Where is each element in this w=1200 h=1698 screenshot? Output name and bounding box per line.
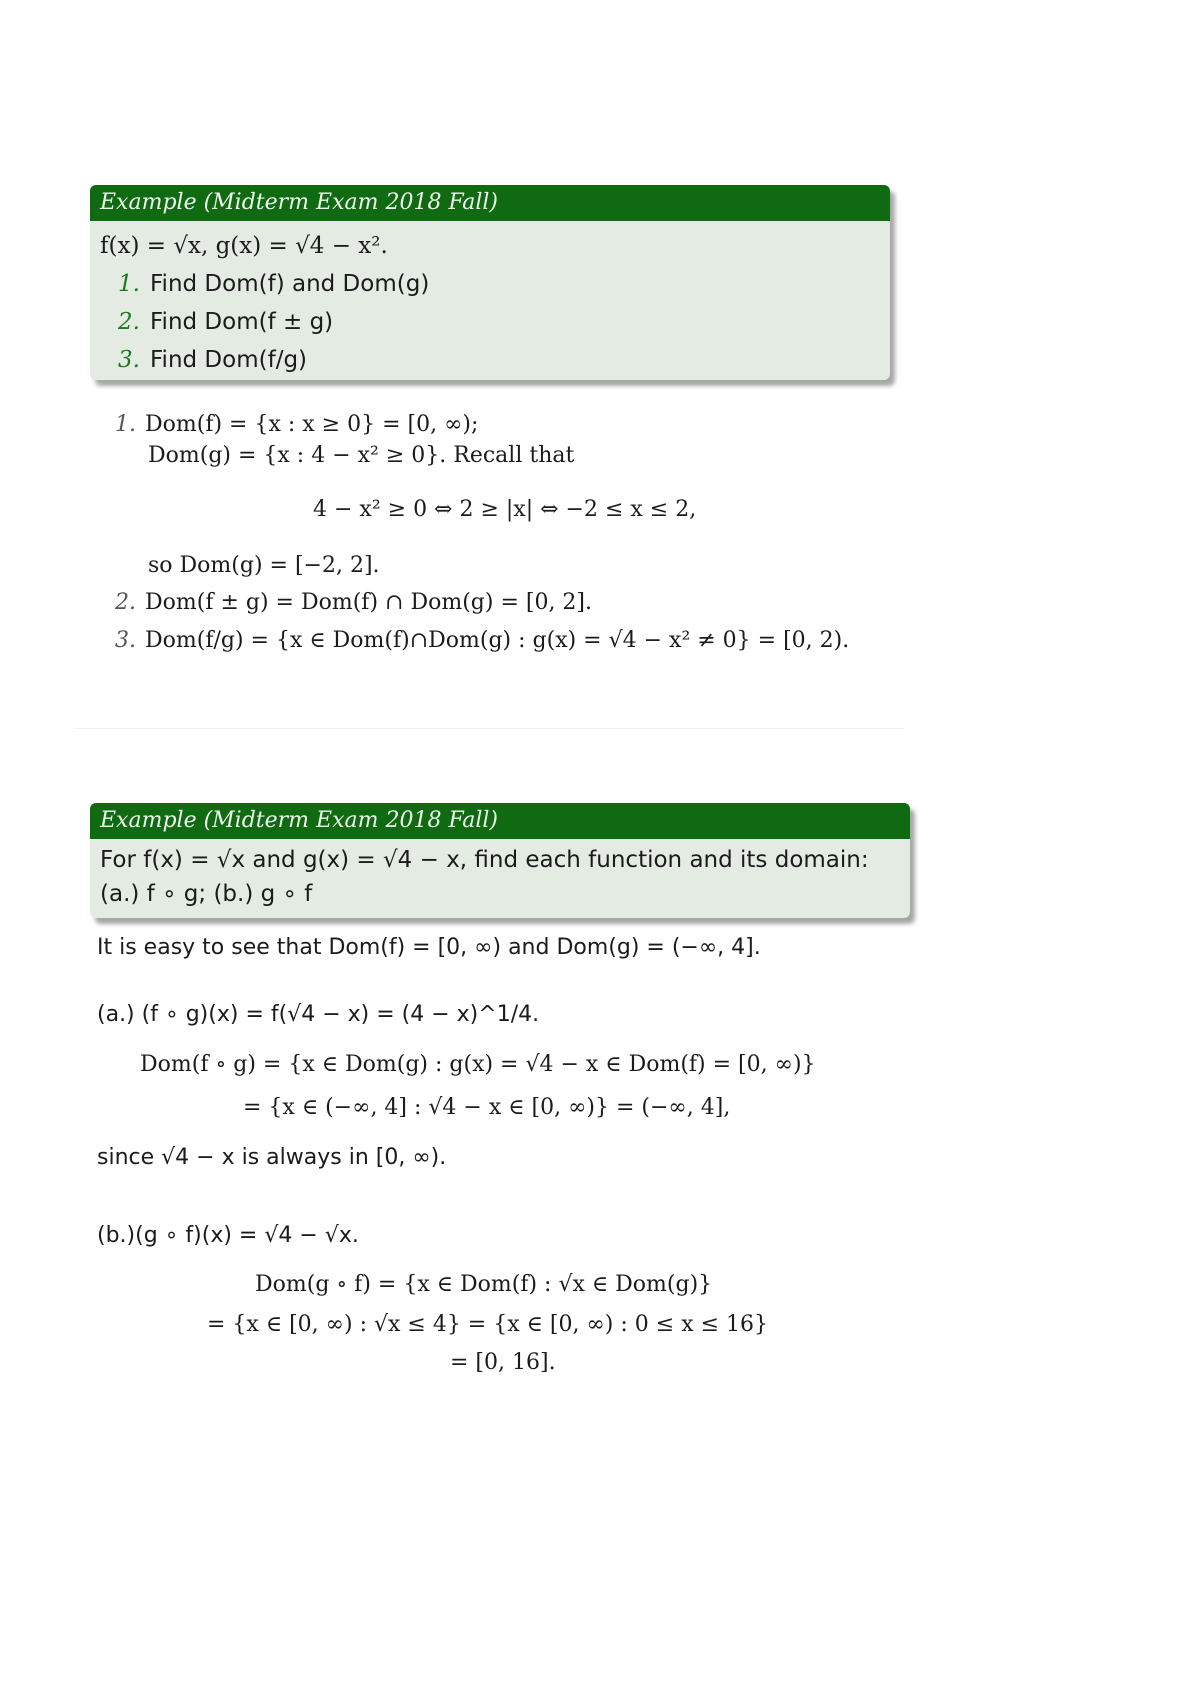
example-box-1 — [90, 185, 890, 380]
solution-2-line — [115, 590, 592, 615]
solution-number-2: 2. — [115, 590, 136, 615]
example-box-1-body — [90, 221, 890, 385]
task-text-2: Find Dom(f ± g) — [150, 309, 334, 335]
part-a-since: since √4 − x is always in [0, ∞). — [97, 1145, 447, 1170]
part-b-domain-2: = {x ∈ [0, ∞) : √x ≤ 4} = {x ∈ [0, ∞) : 0 ≤ x ≤ 16} — [207, 1312, 769, 1337]
solution-1-line-2: Dom(g) = {x : 4 − x² ≥ 0}. Recall that — [148, 443, 575, 468]
slide-divider — [75, 728, 905, 729]
task-number-3: 3. — [118, 347, 140, 373]
prompt-line-1: For f(x) = √x and g(x) = √4 − x, find each function and its domain: — [100, 847, 869, 873]
example-box-1-title: Example (Midterm Exam 2018 Fall) — [90, 185, 890, 221]
part-a-line: (a.) (f ∘ g)(x) = f(√4 − x) = (4 − x)^1/4. — [97, 1002, 540, 1027]
task-item-1 — [100, 265, 880, 303]
task-item-2 — [100, 303, 880, 341]
solution-1-line-1 — [115, 412, 478, 437]
example-box-2-body — [90, 839, 910, 917]
task-number-2: 2. — [118, 309, 140, 335]
part-a-domain-1: Dom(f ∘ g) = {x ∈ Dom(g) : g(x) = √4 − x ∈ Dom(f) = [0, ∞)} — [140, 1052, 816, 1077]
prompt-line-2: (a.) f ∘ g; (b.) g ∘ f — [100, 881, 313, 907]
solution-1-text-1: Dom(f) = {x : x ≥ 0} = [0, ∞); — [145, 412, 479, 437]
example-box-2-title: Example (Midterm Exam 2018 Fall) — [90, 803, 910, 839]
part-b-domain-1: Dom(g ∘ f) = {x ∈ Dom(f) : √x ∈ Dom(g)} — [255, 1272, 713, 1297]
task-text-3: Find Dom(f/g) — [150, 347, 308, 373]
solution-3-line — [115, 628, 849, 653]
part-b-line: (b.)(g ∘ f)(x) = √4 − √x. — [97, 1223, 359, 1248]
task-number-1: 1. — [118, 271, 140, 297]
given-functions: f(x) = √x, g(x) = √4 − x². — [100, 233, 388, 259]
task-text-1: Find Dom(f) and Dom(g) — [150, 271, 430, 297]
solution-number-1: 1. — [115, 412, 136, 437]
solution-3-text: Dom(f/g) = {x ∈ Dom(f)∩Dom(g) : g(x) = √4 − x² ≠ 0} = [0, 2). — [145, 628, 850, 653]
part-b-domain-3: = [0, 16]. — [450, 1350, 556, 1375]
solution-1-display: 4 − x² ≥ 0 ⇔ 2 ≥ |x| ⇔ −2 ≤ x ≤ 2, — [313, 497, 697, 522]
solution-number-3: 3. — [115, 628, 136, 653]
task-item-3 — [100, 341, 880, 379]
example-box-2 — [90, 803, 910, 918]
part-a-domain-2: = {x ∈ (−∞, 4] : √4 − x ∈ [0, ∞)} = (−∞, 4], — [243, 1095, 731, 1120]
solution-2-text: Dom(f ± g) = Dom(f) ∩ Dom(g) = [0, 2]. — [145, 590, 593, 615]
solution-1-line-3: so Dom(g) = [−2, 2]. — [148, 553, 380, 578]
intro-line: It is easy to see that Dom(f) = [0, ∞) and Dom(g) = (−∞, 4]. — [97, 935, 761, 960]
